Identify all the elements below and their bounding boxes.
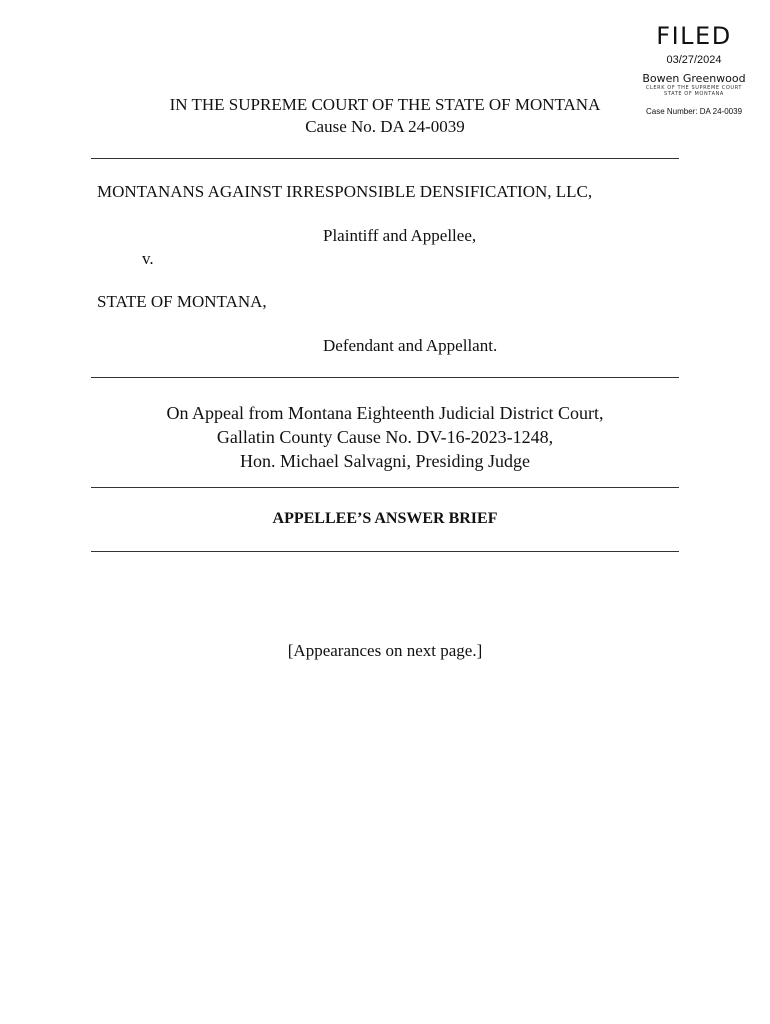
defendant-role: Defendant and Appellant.	[323, 336, 498, 355]
divider	[91, 487, 679, 488]
defendant-name: STATE OF MONTANA,	[97, 292, 267, 311]
appearances-note: [Appearances on next page.]	[287, 641, 483, 660]
brief-title: APPELLEE’S ANSWER BRIEF	[272, 510, 498, 527]
stamp-case-number: Case Number: DA 24-0039	[645, 107, 743, 116]
plaintiff-name: MONTANANS AGAINST IRRESPONSIBLE DENSIFICATION, LLC,	[97, 182, 593, 201]
divider	[91, 551, 679, 552]
versus-label: v.	[142, 249, 154, 268]
appeal-line-1: On Appeal from Montana Eighteenth Judicial District Court,	[166, 403, 604, 423]
cause-number: Cause No. DA 24-0039	[305, 117, 465, 136]
appeal-line-3: Hon. Michael Salvagni, Presiding Judge	[240, 451, 530, 471]
appeal-line-2: Gallatin County Cause No. DV-16-2023-1248,	[216, 427, 554, 447]
divider	[91, 158, 679, 159]
court-caption	[80, 94, 690, 138]
plaintiff-role: Plaintiff and Appellee,	[323, 226, 477, 245]
stamp-office-line-1: CLERK OF THE SUPREME COURT	[645, 85, 743, 91]
stamp-clerk-name: Bowen Greenwood	[642, 72, 746, 85]
stamp-date: 03/27/2024	[666, 54, 722, 66]
stamp-filed-label: FILED	[656, 22, 732, 50]
appeal-info	[80, 401, 690, 473]
stamp-office-line-2: STATE OF MONTANA	[664, 91, 724, 97]
divider	[91, 377, 679, 378]
court-name: IN THE SUPREME COURT OF THE STATE OF MONTANA	[169, 95, 601, 114]
